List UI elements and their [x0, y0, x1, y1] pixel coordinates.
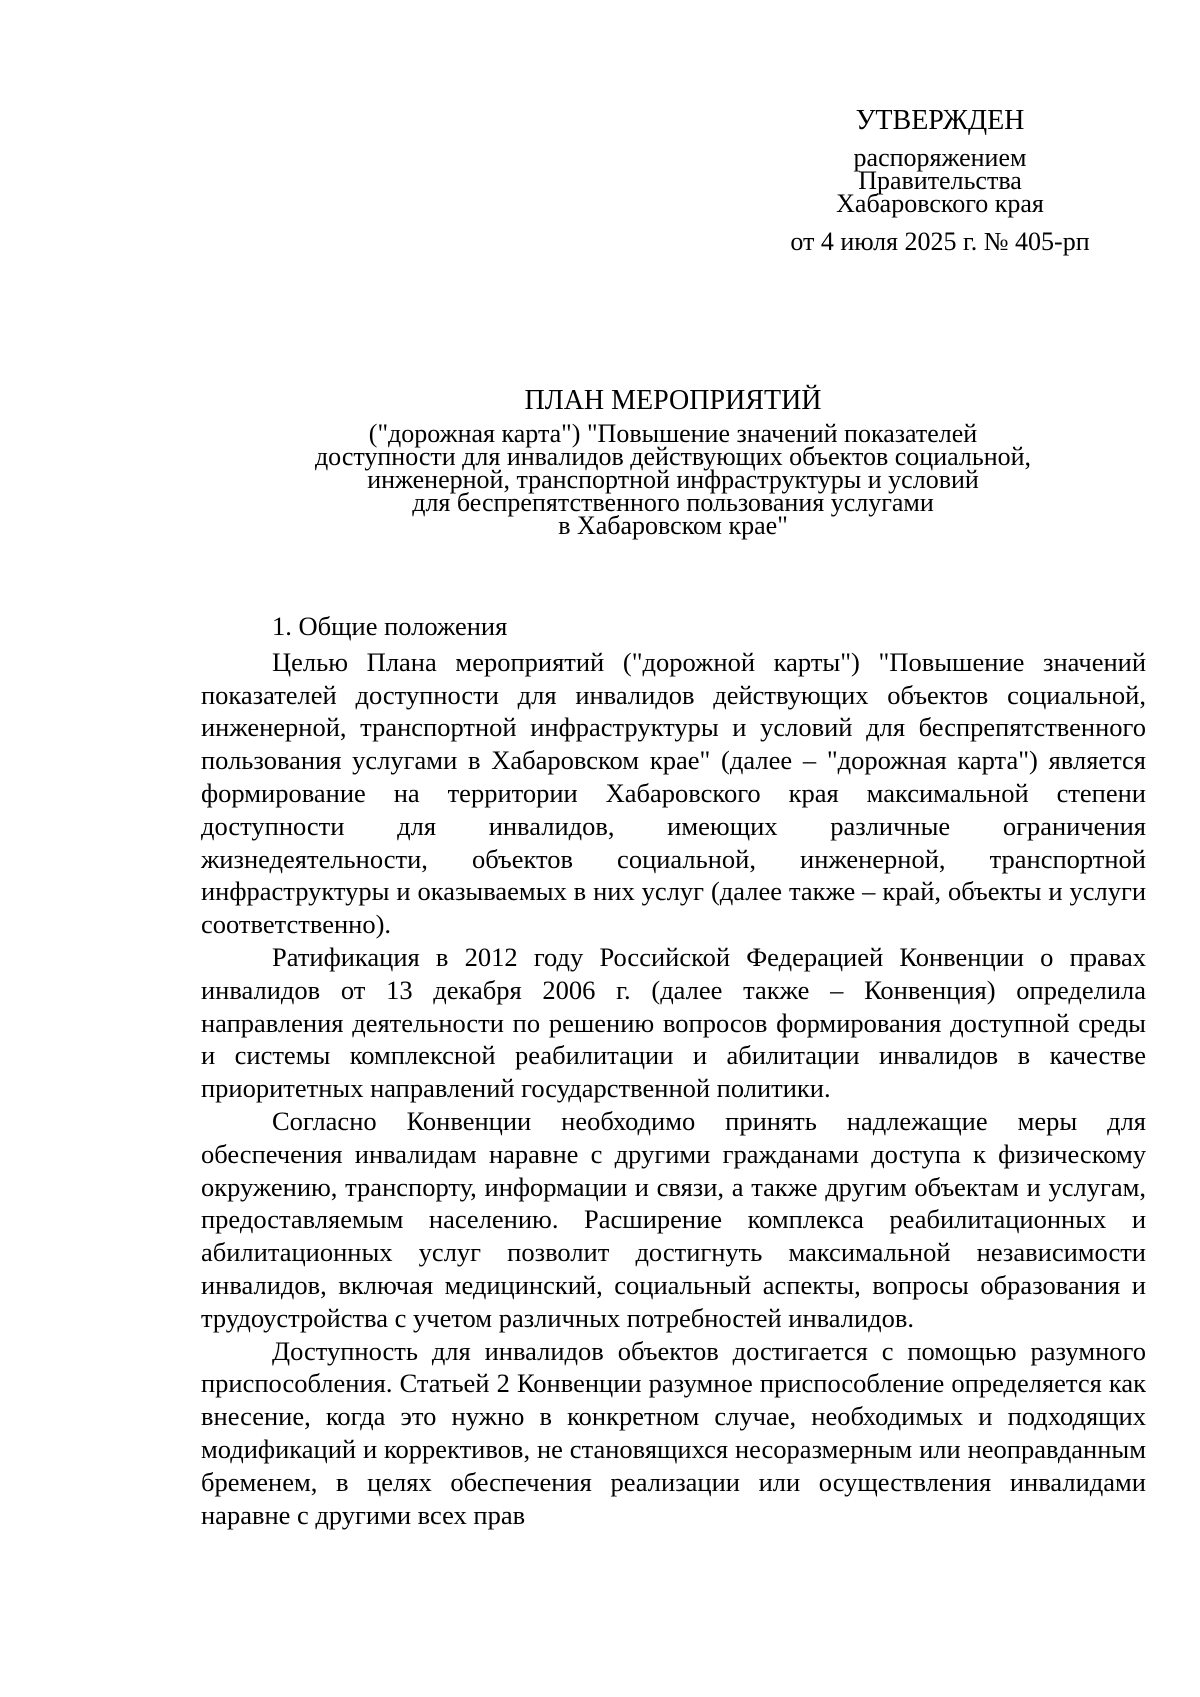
approval-line: распоряжением: [853, 143, 1027, 172]
plan-subtitle-line: доступности для инвалидов действующих объектов социальной,: [314, 442, 1032, 471]
body-paragraph: Доступность для инвалидов объектов достигается с помощью разумного приспособления. Статьей 2 Конвенции разумное приспособление определяется как внесение, когда это нужно в конкретном случае, необходимых и подходящих модификаций и коррективов, не становящихся несоразмерным или неоправданным бременем, в целях обеспечения реализации или осуществления инвалидами наравне с другими всех прав: [201, 1335, 1146, 1530]
plan-subtitle-line: для беспрепятственного пользования услугами: [412, 488, 934, 517]
section-heading: 1. Общие положения: [272, 611, 508, 641]
body-paragraph: Ратификация в 2012 году Российской Федерацией Конвенции о правах инвалидов от 13 декабря 2006 г. (далее также – Конвенция) определила направления деятельности по решению вопросов формирования доступной среды и системы комплексной реабилитации и абилитации инвалидов в качестве приоритетных направлений государственной политики.: [201, 941, 1146, 1104]
approval-line: Хабаровского края: [836, 189, 1044, 218]
document-body: [201, 610, 1146, 1531]
approval-title: УТВЕРЖДЕН: [855, 105, 1025, 136]
plan-subtitle-line: ("дорожная карта") "Повышение значений показателей: [368, 419, 978, 448]
plan-subtitle-line: в Хабаровском крае": [558, 511, 788, 540]
plan-subtitle-line: инженерной, транспортной инфраструктуры и условий: [367, 465, 979, 494]
approval-stamp: [760, 105, 1120, 256]
plan-title: ПЛАН МЕРОПРИЯТИЙ: [524, 385, 822, 416]
body-paragraph: Целью Плана мероприятий ("дорожной карты") "Повышение значений показателей доступности для инвалидов действующих объектов социальной, инженерной, транспортной инфраструктуры и условий для беспрепятственного пользования услугами в Хабаровском крае" (далее – "дорожная карта") является формирование на территории Хабаровского края максимальной степени доступности для инвалидов, имеющих различные ограничения жизнедеятельности, объектов социальной, инженерной, транспортной инфраструктуры и оказываемых в них услуг (далее также – край, объекты и услуги соответственно).: [201, 646, 1146, 940]
approval-line: Правительства: [858, 166, 1022, 195]
plan-title-block: [200, 384, 1146, 540]
body-paragraph: Согласно Конвенции необходимо принять надлежащие меры для обеспечения инвалидам наравне с другими гражданами доступа к физическому окружению, транспорту, информации и связи, а также другим объектам и услугам, предоставляемым населению. Расширение комплекса реабилитационных и абилитационных услуг позволит достигнуть максимальной независимости инвалидов, включая медицинский, социальный аспекты, вопросы образования и трудоустройства с учетом различных потребностей инвалидов.: [201, 1105, 1146, 1333]
approval-date: от 4 июля 2025 г. № 405-рп: [790, 227, 1090, 256]
